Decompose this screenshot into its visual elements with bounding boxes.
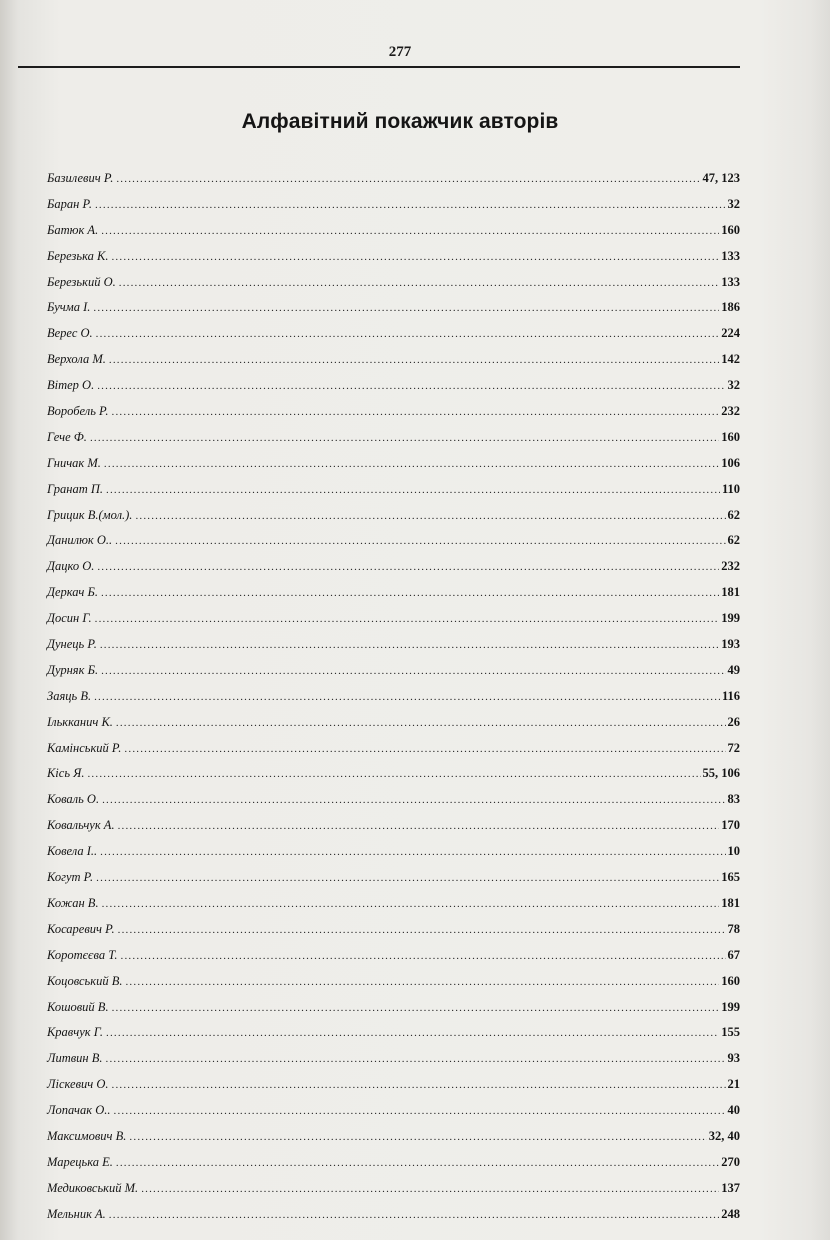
index-entry: [47, 1204, 740, 1230]
page-references: 93: [727, 1051, 740, 1066]
index-entry: [47, 1022, 740, 1048]
dot-leader: [101, 583, 719, 603]
dot-leader: [115, 531, 725, 551]
dot-leader: [90, 428, 719, 448]
author-name: Когут Р.: [47, 870, 94, 885]
author-name: Деркач Б.: [47, 585, 98, 600]
author-name: Грицик В.(мол.).: [47, 507, 133, 522]
index-entry: [47, 220, 740, 246]
index-entry: [47, 867, 740, 893]
page-references: 21: [727, 1077, 740, 1092]
author-name: Максимович В.: [47, 1128, 127, 1143]
index-entry: [47, 194, 740, 220]
dot-leader: [95, 609, 720, 629]
index-entry: [47, 815, 740, 841]
author-name: Вітер О.: [47, 378, 95, 393]
page-references: 32, 40: [708, 1128, 740, 1143]
dot-leader: [141, 1179, 719, 1199]
page-references: 224: [721, 326, 740, 341]
index-entry: [47, 479, 740, 505]
author-name: Ковела І..: [47, 844, 98, 859]
index-entry: [47, 789, 740, 815]
author-name: Березька К.: [47, 248, 109, 263]
dot-leader: [97, 376, 725, 396]
index-entry: [47, 1126, 740, 1152]
page-references: 10: [727, 844, 740, 859]
author-name: Дацко О.: [47, 559, 95, 574]
page-references: 106: [721, 455, 740, 470]
dot-leader: [119, 273, 720, 293]
dot-leader: [87, 764, 700, 784]
page-references: 199: [721, 999, 740, 1014]
index-entry: [47, 505, 740, 531]
author-name: Воробель Р.: [47, 404, 109, 419]
author-name: Ількканич К.: [47, 714, 113, 729]
page-references: 248: [721, 1206, 740, 1221]
dot-leader: [116, 169, 700, 189]
page-references: 193: [721, 637, 740, 652]
dot-leader: [106, 1049, 726, 1069]
page-references: 170: [721, 818, 740, 833]
author-name: Кісь Я.: [47, 766, 85, 781]
dot-leader: [101, 661, 725, 681]
dot-leader: [112, 998, 720, 1018]
index-entry: [47, 763, 740, 789]
dot-leader: [111, 247, 719, 267]
index-entry: [47, 712, 740, 738]
dot-leader: [118, 816, 720, 836]
index-entry: [47, 686, 740, 712]
author-name: Ліскевич О.: [47, 1077, 109, 1092]
index-entry: [47, 1178, 740, 1204]
author-name: Кравчук Г.: [47, 1025, 104, 1040]
page-title: Алфавітний покажчик авторів: [241, 110, 559, 133]
author-name: Верес О.: [47, 326, 93, 341]
page-references: 72: [727, 740, 740, 755]
dot-leader: [121, 946, 726, 966]
author-name: Медиковський М.: [47, 1180, 139, 1195]
page-references: 62: [727, 507, 740, 522]
dot-leader: [116, 1153, 719, 1173]
dot-leader: [116, 713, 726, 733]
index-entry: [47, 1152, 740, 1178]
dot-leader: [112, 1075, 726, 1095]
author-name: Березький О.: [47, 274, 116, 289]
dot-leader: [94, 687, 720, 707]
index-entry: [47, 634, 740, 660]
page-references: 142: [721, 352, 740, 367]
dot-leader: [118, 920, 726, 940]
page-references: 160: [721, 973, 740, 988]
dot-leader: [112, 402, 720, 422]
author-name: Базилевич Р.: [47, 171, 114, 185]
index-entry: [47, 246, 740, 272]
index-entry: [47, 272, 740, 298]
index-entry: [47, 582, 740, 608]
author-name: Косаревич Р.: [47, 921, 115, 936]
index-entry: [47, 401, 740, 427]
author-name: Коцовський В.: [47, 973, 123, 988]
author-name: Гече Ф.: [47, 429, 87, 444]
dot-leader: [96, 868, 719, 888]
page-references: 186: [721, 300, 740, 315]
page-references: 133: [721, 274, 740, 289]
page-references: 181: [721, 585, 740, 600]
dot-leader: [109, 350, 719, 370]
page-references: 47, 123: [702, 171, 740, 185]
author-name: Баран Р.: [47, 196, 92, 211]
author-name: Литвин В.: [47, 1051, 103, 1066]
author-name: Камінський Р.: [47, 740, 122, 755]
index-entry: [47, 841, 740, 867]
index-entry: [47, 375, 740, 401]
page-references: 270: [721, 1154, 740, 1169]
index-entry: [47, 893, 740, 919]
page-references: 83: [727, 792, 740, 807]
index-entry: [47, 168, 740, 194]
dot-leader: [106, 1023, 719, 1043]
dot-leader: [104, 454, 719, 474]
page-references: 232: [721, 559, 740, 574]
page-references: 78: [727, 921, 740, 936]
dot-leader: [106, 480, 720, 500]
page-references: 137: [721, 1180, 740, 1195]
author-name: Гничак М.: [47, 455, 101, 470]
page-references: 181: [721, 895, 740, 910]
dot-leader: [129, 1127, 706, 1147]
author-name: Лопачак О..: [47, 1103, 111, 1118]
dot-leader: [93, 298, 719, 318]
page-references: 160: [721, 429, 740, 444]
author-name: Кошовий В.: [47, 999, 109, 1014]
dot-leader: [135, 506, 725, 526]
index-entry: [47, 997, 740, 1023]
index-entry: [47, 323, 740, 349]
author-name: Дурняк Б.: [47, 662, 99, 677]
page-references: 55, 106: [702, 766, 740, 781]
author-name: Кожан В.: [47, 895, 99, 910]
index-entry: [47, 530, 740, 556]
author-name: Верхола М.: [47, 352, 106, 367]
author-name: Заяць В.: [47, 688, 92, 703]
dot-leader: [124, 739, 725, 759]
page-references: 26: [727, 714, 740, 729]
index-entry: [47, 556, 740, 582]
dot-leader: [114, 1101, 726, 1121]
index-entry: [47, 660, 740, 686]
author-name: Коваль О.: [47, 792, 100, 807]
author-name: Гранат П.: [47, 481, 104, 496]
index-entry: [47, 427, 740, 453]
index-entry: [47, 945, 740, 971]
page-references: 155: [721, 1025, 740, 1040]
index-entry: [47, 608, 740, 634]
index-entry: [47, 738, 740, 764]
page-references: 232: [721, 404, 740, 419]
page-references: 32: [727, 378, 740, 393]
author-name: Батюк А.: [47, 222, 99, 237]
index-entry: [47, 1100, 740, 1126]
dot-leader: [125, 972, 719, 992]
author-name: Мельник А.: [47, 1206, 106, 1221]
dot-leader: [100, 842, 725, 862]
dot-leader: [109, 1205, 719, 1225]
author-name: Досин Г.: [47, 611, 92, 626]
index-entry: [47, 297, 740, 323]
dot-leader: [102, 790, 725, 810]
page-references: 165: [721, 870, 740, 885]
page-references: 110: [721, 481, 740, 496]
author-name: Марецька Е.: [47, 1154, 113, 1169]
author-name: Данилюк О..: [47, 533, 113, 548]
page-references: 67: [727, 947, 740, 962]
author-name: Ковальчук А.: [47, 818, 115, 833]
dot-leader: [100, 635, 719, 655]
dot-leader: [95, 195, 726, 215]
page-references: 133: [721, 248, 740, 263]
dot-leader: [101, 221, 719, 241]
author-name: Бучма І.: [47, 300, 91, 315]
page-references: 40: [727, 1103, 740, 1118]
page-references: 116: [721, 688, 740, 703]
dot-leader: [97, 557, 719, 577]
header-rule: [18, 66, 740, 68]
index-entry: [47, 1048, 740, 1074]
index-entry: [47, 349, 740, 375]
page-references: 49: [727, 662, 740, 677]
page-references: 32: [727, 196, 740, 211]
page-number: 277: [388, 44, 412, 60]
dot-leader: [96, 324, 720, 344]
index-entry: [47, 919, 740, 945]
author-name: Коротєєва Т.: [47, 947, 118, 962]
index-entry: [47, 453, 740, 479]
page-references: 62: [727, 533, 740, 548]
index-entry: [47, 971, 740, 997]
author-index-list: [47, 168, 740, 1230]
page-references: 199: [721, 611, 740, 626]
dot-leader: [102, 894, 720, 914]
author-name: Дунець Р.: [47, 637, 97, 652]
index-entry: [47, 1074, 740, 1100]
page-references: 160: [721, 222, 740, 237]
